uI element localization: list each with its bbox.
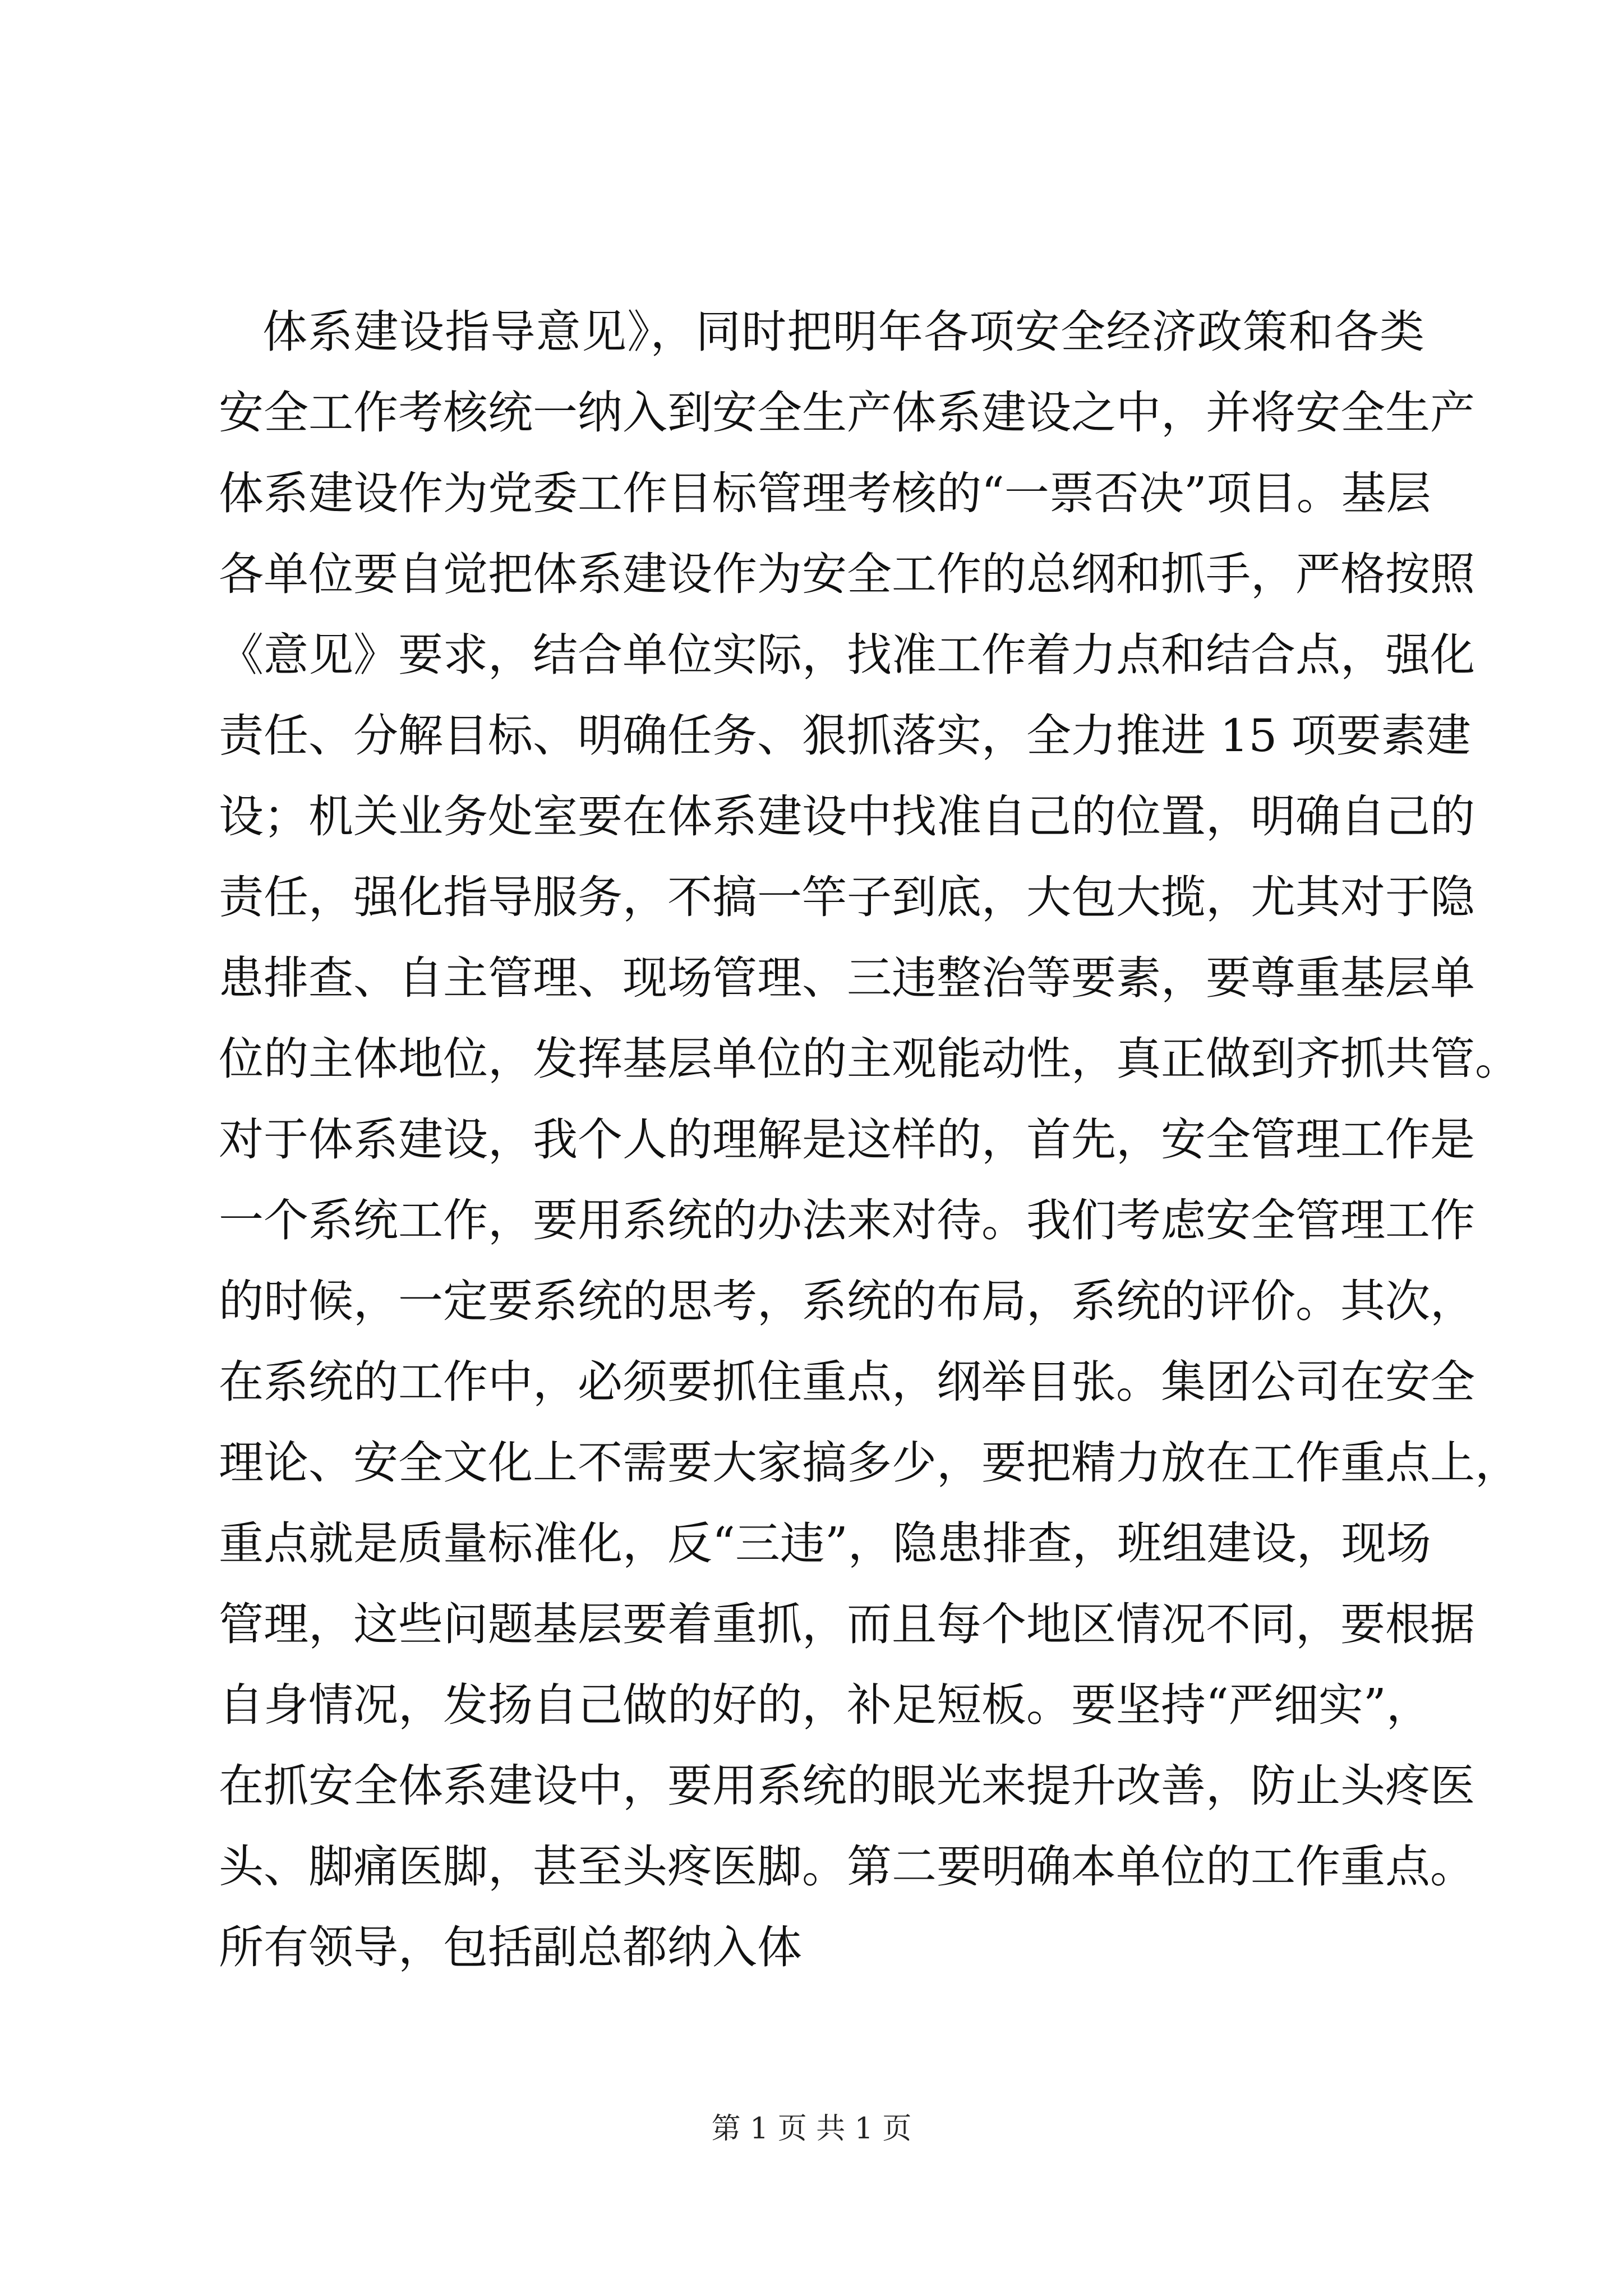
text-line: 患排查、自主管理、现场管理、三违整治等要素，要尊重基层单	[219, 952, 1475, 1004]
text-line: 责任、分解目标、明确任务、狠抓落实，全力推进 15 项要素建	[219, 710, 1471, 762]
text-line: 体系建设指导意见》，同时把明年各项安全经济政策和各类	[262, 306, 1424, 358]
text-line: 管理，这些问题基层要着重抓，而且每个地区情况不同，要根据	[219, 1598, 1475, 1650]
text-line: 安全工作考核统一纳入到安全生产体系建设之中，并将安全生产	[219, 386, 1475, 439]
text-line: 在抓安全体系建设中，要用系统的眼光来提升改善，防止头疼医	[219, 1760, 1475, 1812]
text-line: 一个系统工作，要用系统的办法来对待。我们考虑安全管理工作	[219, 1194, 1475, 1246]
text-line: 的时候，一定要系统的思考，系统的布局，系统的评价。其次，	[219, 1275, 1475, 1327]
text-line: 体系建设作为党委工作目标管理考核的“一票否决”项目。基层	[219, 467, 1431, 519]
page-footer: 第 1 页 共 1 页	[711, 2112, 912, 2146]
text-line: 理论、安全文化上不需要大家搞多少，要把精力放在工作重点上，	[219, 1437, 1520, 1489]
text-line: 自身情况，发扬自己做的好的，补足短板。要坚持“严细实”，	[219, 1679, 1431, 1731]
text-line: 责任，强化指导服务，不搞一竿子到底，大包大揽，尤其对于隐	[219, 871, 1475, 923]
text-line: 各单位要自觉把体系建设作为安全工作的总纲和抓手，严格按照	[219, 548, 1475, 600]
text-line: 设；机关业务处室要在体系建设中找准自己的位置，明确自己的	[219, 790, 1475, 843]
text-line: 重点就是质量标准化，反“三违”，隐患排查，班组建设，现场	[219, 1517, 1431, 1570]
text-line: 在系统的工作中，必须要抓住重点，纲举目张。集团公司在安全	[219, 1356, 1475, 1408]
text-line: 头、脚痛医脚，甚至头疼医脚。第二要明确本单位的工作重点。	[219, 1841, 1475, 1893]
body-text	[219, 292, 1520, 1988]
text-line: 《意见》要求，结合单位实际，找准工作着力点和结合点，强化	[219, 629, 1475, 681]
text-line: 所有领导，包括副总都纳入体	[219, 1921, 802, 1973]
text-line: 对于体系建设，我个人的理解是这样的，首先，安全管理工作是	[219, 1114, 1475, 1166]
text-line: 位的主体地位，发挥基层单位的主观能动性，真正做到齐抓共管。	[219, 1033, 1520, 1085]
